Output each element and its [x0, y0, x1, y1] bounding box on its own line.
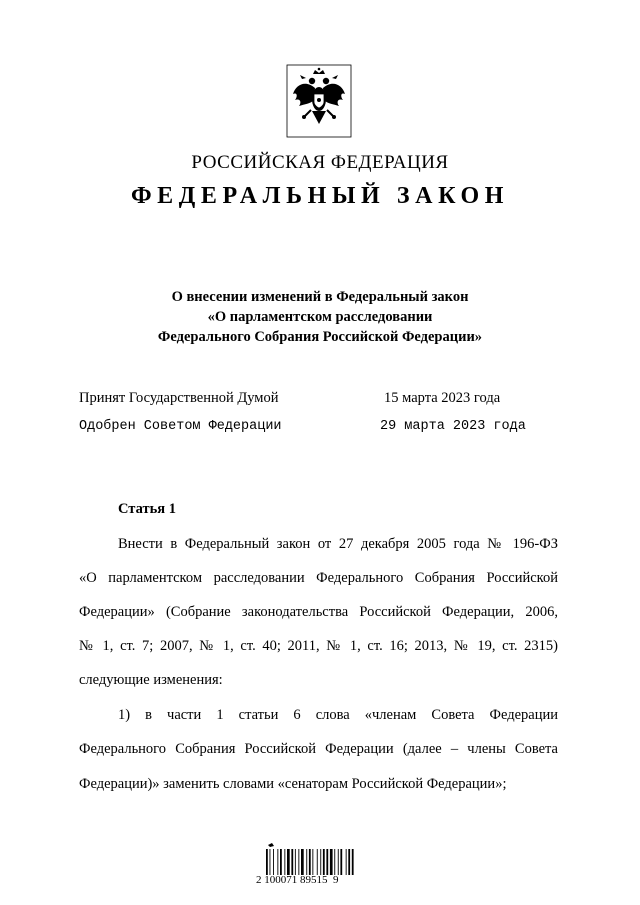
barcode-bar — [320, 849, 321, 875]
barcode-bar — [280, 849, 282, 875]
council-approval-label: Одобрен Советом Федерации — [79, 419, 282, 434]
barcode-bar — [317, 849, 318, 875]
barcode-bar — [309, 849, 311, 875]
document-type-title: ФЕДЕРАЛЬНЫЙ ЗАКОН — [130, 183, 510, 209]
barcode-bar — [298, 849, 299, 875]
barcode-bar — [301, 849, 304, 875]
barcode-number: 2 100071 89515 9 — [256, 874, 339, 886]
barcode-bar — [323, 849, 325, 875]
barcode-bar — [338, 849, 339, 875]
subject-line: Федерального Собрания Российской Федерации» — [157, 329, 483, 345]
coat-of-arms-icon — [286, 64, 352, 138]
barcode-bar — [295, 849, 296, 875]
law-subject-title — [0, 287, 640, 347]
article-heading: Статья 1 — [118, 501, 176, 517]
barcode-bar — [277, 849, 278, 875]
barcode-mark — [268, 843, 274, 847]
article-text-line: № 1, ст. 7; 2007, № 1, ст. 40; 2011, № 1, ст. 16; 2013, № 19, ст. 2315) — [79, 638, 558, 654]
article-text-line: «О парламентском расследовании Федерального Собрания Российской — [79, 570, 558, 586]
subject-line: «О парламентском расследовании — [207, 309, 433, 325]
country-name: РОССИЙСКАЯ ФЕДЕРАЦИЯ — [191, 152, 449, 173]
barcode-bar — [306, 849, 307, 875]
barcode-bar — [334, 849, 335, 875]
council-approval-date: 29 марта 2023 года — [380, 419, 526, 434]
duma-adoption-label: Принят Государственной Думой — [79, 390, 279, 406]
article-text-line: Федерального Собрания Российской Федерации (далее – члены Совета — [79, 741, 558, 757]
duma-adoption-date: 15 марта 2023 года — [384, 390, 501, 406]
article-text-line: следующие изменения: — [79, 672, 223, 688]
article-text-line: Внести в Федеральный закон от 27 декабря 2005 года № 196-ФЗ — [118, 536, 558, 552]
barcode-bar — [346, 849, 347, 875]
subject-line: О внесении изменений в Федеральный закон — [171, 289, 469, 305]
barcode-bar — [352, 849, 354, 875]
barcode-bar — [266, 849, 268, 875]
barcode-bar — [284, 849, 285, 875]
article-text-line: Федерации)» заменить словами «сенаторам Российской Федерации»; — [79, 776, 507, 792]
article-text-line: 1) в части 1 статьи 6 слова «членам Совета Федерации — [118, 707, 558, 723]
barcode-bar — [291, 849, 293, 875]
article-text-line: Федерации» (Собрание законодательства Российской Федерации, 2006, — [79, 604, 558, 620]
barcode-bar — [326, 849, 328, 875]
barcode-bar — [287, 849, 290, 875]
barcode-bar — [330, 849, 333, 875]
barcode-bar — [312, 849, 313, 875]
barcode-bar — [348, 849, 350, 875]
barcode-bar — [340, 849, 342, 875]
barcode-bar — [273, 849, 274, 875]
barcode-bar — [270, 849, 271, 875]
